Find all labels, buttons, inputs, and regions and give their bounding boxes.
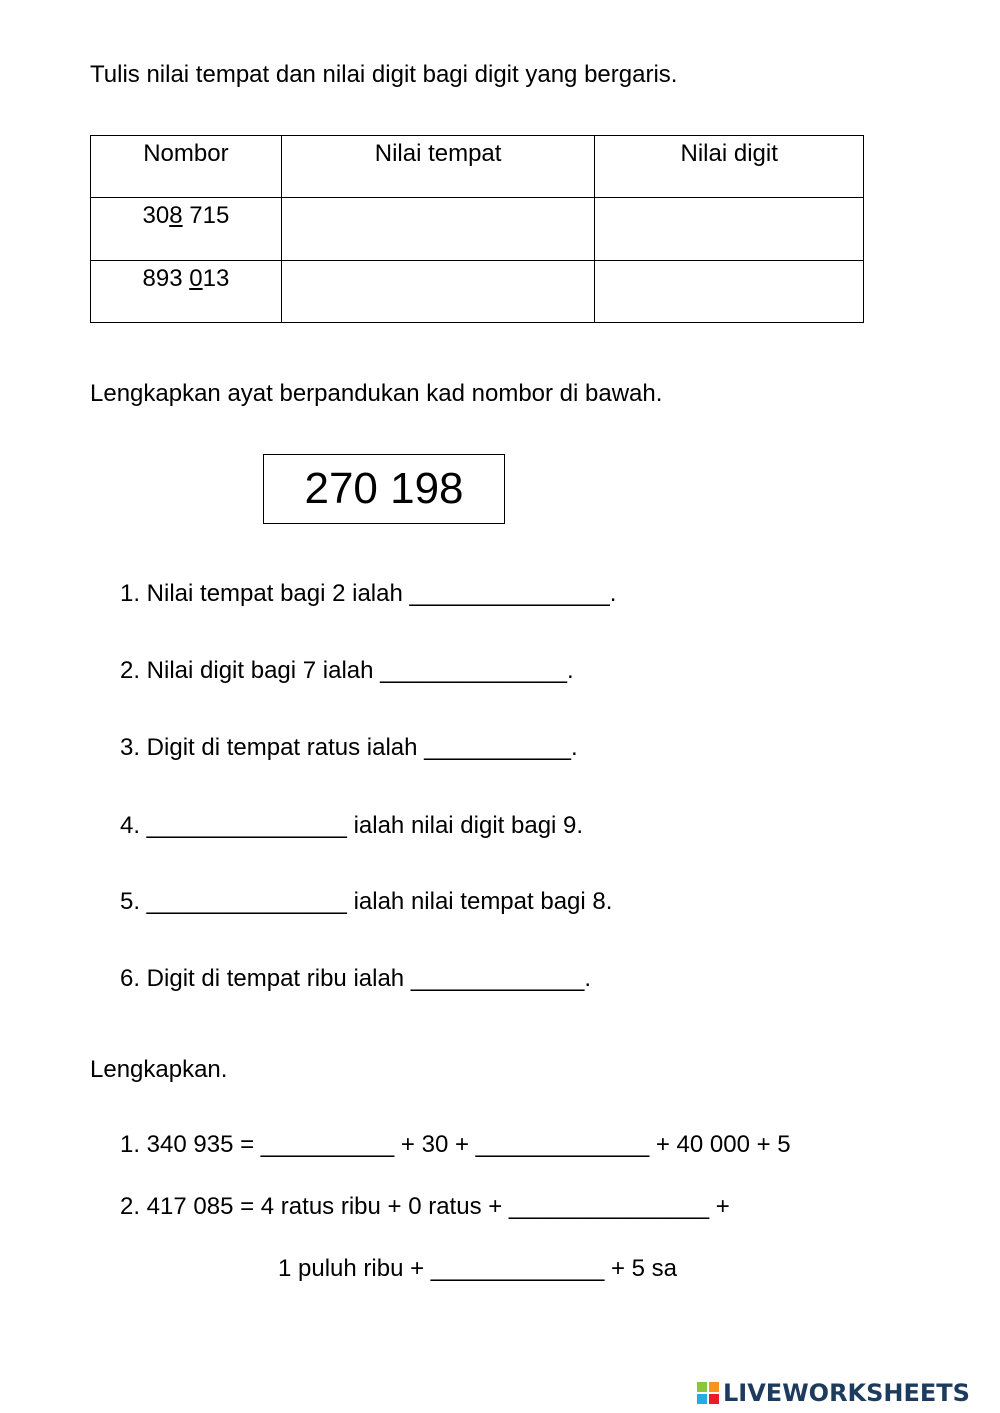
table-row [91, 198, 864, 260]
header-nilai-digit: Nilai digit [595, 136, 864, 198]
answer-cell-place-value[interactable] [281, 260, 595, 322]
place-value-table [90, 135, 864, 323]
header-nilai-tempat: Nilai tempat [281, 136, 595, 198]
answer-cell-digit-value[interactable] [595, 198, 864, 260]
underlined-digit: 8 [169, 202, 183, 230]
expansion-line-1: 1. 340 935 = __________ + 30 + _____________ + 40 000 + 5 [120, 1131, 791, 1158]
number-cell: 308 715 [91, 198, 282, 260]
underlined-digit: 0 [189, 264, 203, 292]
liveworksheets-logo [697, 1378, 970, 1408]
answer-cell-digit-value[interactable] [595, 260, 864, 322]
question-5: 5. _______________ ialah nilai tempat bagi 8. [120, 888, 613, 915]
question-2: 2. Nilai digit bagi 7 ialah ______________. [120, 657, 574, 684]
question-3: 3. Digit di tempat ratus ialah ___________. [120, 734, 578, 761]
logo-text: LIVEWORKSHEETS [723, 1379, 970, 1407]
instruction-complete: Lengkapkan. [90, 1056, 228, 1083]
instruction-complete-sentences: Lengkapkan ayat berpandukan kad nombor di bawah. [90, 380, 663, 407]
answer-cell-place-value[interactable] [281, 198, 595, 260]
question-6: 6. Digit di tempat ribu ialah _____________. [120, 965, 591, 992]
question-4: 4. _______________ ialah nilai digit bagi 9. [120, 812, 584, 839]
expansion-line-2: 2. 417 085 = 4 ratus ribu + 0 ratus + _______________ + [120, 1193, 730, 1220]
instruction-place-value: Tulis nilai tempat dan nilai digit bagi digit yang bergaris. [90, 61, 678, 88]
number-cell: 893 013 [91, 260, 282, 322]
logo-mark-icon [697, 1382, 719, 1404]
table-header-row [91, 136, 864, 198]
table-row [91, 260, 864, 322]
header-nombor: Nombor [91, 136, 282, 198]
expansion-line-3: 1 puluh ribu + _____________ + 5 sa [278, 1255, 678, 1282]
question-1: 1. Nilai tempat bagi 2 ialah _______________. [120, 580, 617, 607]
number-card: 270 198 [263, 454, 505, 524]
